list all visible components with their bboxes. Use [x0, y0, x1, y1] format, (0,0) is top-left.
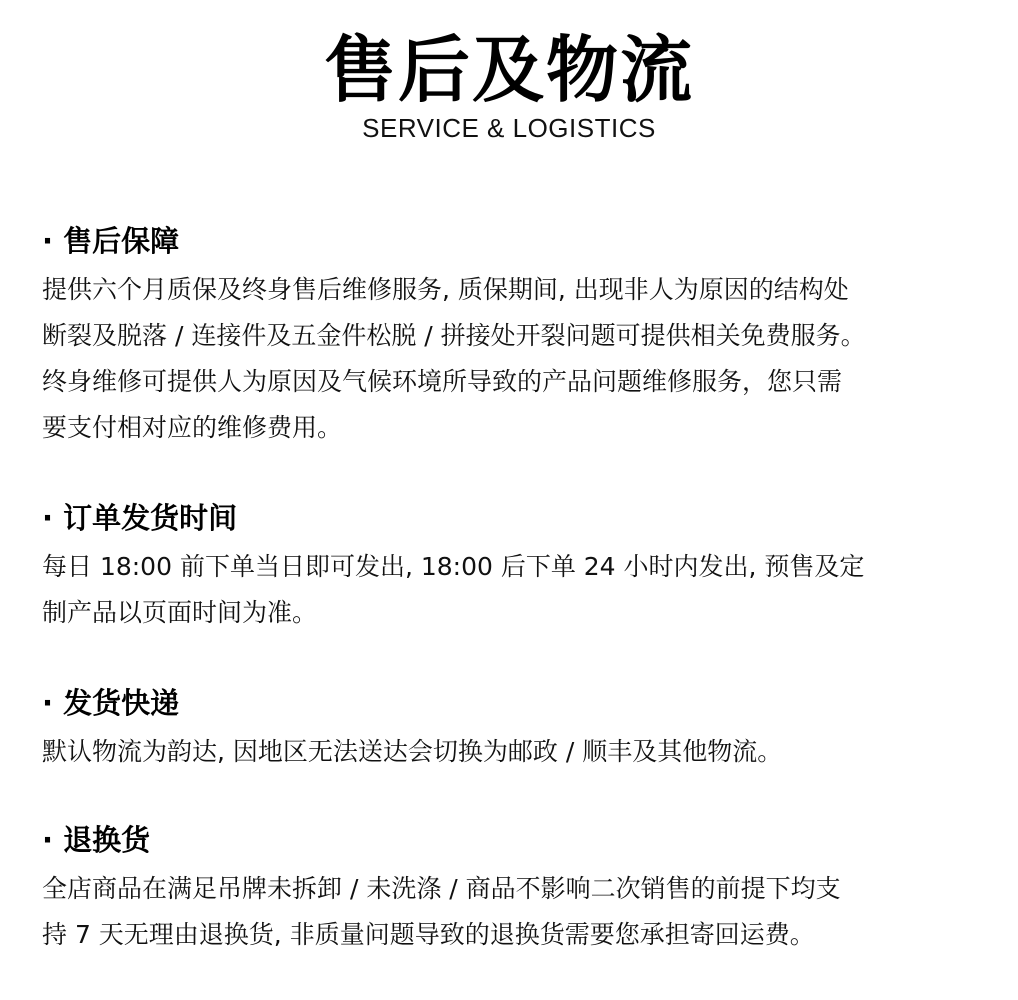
section-courier [42, 683, 982, 775]
body-line: 制产品以页面时间为准。 [42, 598, 318, 627]
section-after-sales-guarantee [42, 221, 982, 451]
section-returns-exchanges [42, 820, 982, 958]
section-order-shipping-time [42, 498, 982, 636]
body-line: 持 7 天无理由退换货, 非质量问题导致的退换货需要您承担寄回运费。 [42, 920, 815, 949]
section-heading: · 发货快递 [42, 686, 180, 720]
body-line: 默认物流为韵达, 因地区无法送达会切换为邮政 / 顺丰及其他物流。 [42, 737, 783, 766]
page-subtitle: SERVICE & LOGISTICS [362, 113, 656, 143]
body-line: 终身维修可提供人为原因及气候环境所导致的产品问题维修服务，您只需 [42, 367, 843, 396]
section-body [42, 544, 982, 636]
body-line: 全店商品在满足吊牌未拆卸 / 未洗涤 / 商品不影响二次销售的前提下均支 [42, 874, 841, 903]
body-line: 每日 18:00 前下单当日即可发出, 18:00 后下单 24 小时内发出, 预售及定 [42, 552, 865, 581]
section-heading: · 订单发货时间 [42, 501, 238, 535]
section-body [42, 267, 982, 451]
section-heading: · 退换货 [42, 823, 151, 857]
page-header [0, 28, 1018, 144]
section-body [42, 866, 982, 958]
body-line: 断裂及脱落 / 连接件及五金件松脱 / 拼接处开裂问题可提供相关免费服务。 [42, 321, 866, 350]
body-line: 提供六个月质保及终身售后维修服务, 质保期间, 出现非人为原因的结构处 [42, 275, 849, 304]
page-title: 售后及物流 [323, 28, 694, 112]
section-heading: · 售后保障 [42, 224, 180, 258]
body-line: 要支付相对应的维修费用。 [42, 413, 343, 442]
section-body [42, 729, 982, 775]
